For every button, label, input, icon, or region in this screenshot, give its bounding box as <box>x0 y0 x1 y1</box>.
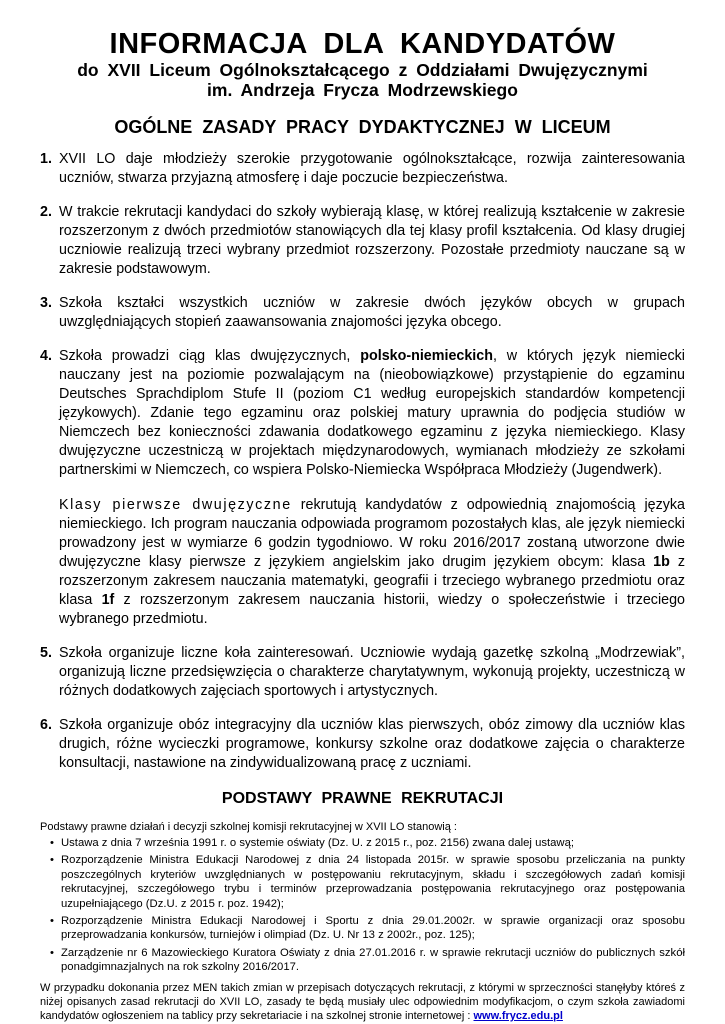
principle-number: 2. <box>40 204 52 220</box>
principle-item-6 <box>40 716 685 773</box>
school-name-line-1: do XVII Liceum Ogólnokształcącego z Oddziałami Dwujęzycznymi <box>77 60 648 80</box>
legal-item-text: Ustawa z dnia 7 września 1991 r. o systemie oświaty (Dz. U. z 2015 r., poz. 2156) zwana dalej ustawą; <box>61 837 574 849</box>
first-classes-paragraph <box>59 496 685 629</box>
text-run: z rozszerzonym zakresem nauczania historii, wiedzy o społeczeństwie i trzeciego wybranego przedmiotu. <box>59 592 685 627</box>
principle-item-1 <box>40 150 685 188</box>
bullet-icon: • <box>50 915 54 928</box>
legal-item-text: Rozporządzenie Ministra Edukacji Narodowej z dnia 24 listopada 2015r. w sprawie sposobu przeliczania na punkty poszczególnych kryteriów uwzględnianych w postępowaniu rekrutacyjnym, składu i szczegółowych zadań komisji rekrutacyjnej, szczegółowego trybu i terminów przeprowadzania postępowania rekrutacyjnego oraz postępowania uzupełniającego (Dz.U. z 2015 r. poz. 1942); <box>61 854 685 910</box>
principles-list <box>40 150 685 773</box>
legal-item-text: Zarządzenie nr 6 Mazowieckiego Kuratora Oświaty z dnia 27.01.2016 r. w sprawie rekrutacji uczniów do publicznych szkół ponadgimnazjalnych na rok szkolny 2016/2017. <box>61 946 685 974</box>
school-website-link[interactable]: www.frycz.edu.pl <box>473 1009 563 1022</box>
legal-basis-list <box>40 836 685 975</box>
legal-item-3 <box>50 914 685 943</box>
principle-number: 3. <box>40 295 52 311</box>
footer-note <box>40 981 685 1023</box>
principle-item-5 <box>40 644 685 701</box>
bullet-icon: • <box>50 837 54 849</box>
legal-item-2 <box>50 853 685 911</box>
text-run: rekrutują kandydatów z odpowiednią znajomością języka niemieckiego. Ich program nauczania odpowiada programom pozostałych klas, ale język niemiecki prowadzony jest w wymiarze 6 godzin tygodniowo. W roku 2016/2017 zostaną utworzone dwie dwujęzyczne klasy pierwsze z językiem angielskim jako drugim językiem obcym: klasa <box>59 497 685 570</box>
legal-basis-heading: PODSTAWY PRAWNE REKRUTACJI <box>221 790 504 807</box>
principle-number: 1. <box>40 151 52 167</box>
page-title: INFORMACJA DLA KANDYDATÓW <box>109 28 616 60</box>
footer-note-text: W przypadku dokonania przez MEN takich zmian w przepisach dotyczących rekrutacji, z którymi w sprzeczności stanęłyby któreś z niżej opisanych zasad rekrutacji do XVII LO, zasady te będą musiały ulec odpowiednim modyfikacjom, o czym szkoła zawiadomi kandydatów ogłoszeniem na tablicy przy sekretariacie i na szkolnej stronie internetowej : <box>40 981 685 1022</box>
text-run: Szkoła prowadzi ciąg klas dwujęzycznych, <box>59 348 361 364</box>
principle-item-3 <box>40 294 685 332</box>
principle-text: Szkoła kształci wszystkich uczniów w zakresie dwóch języków obcych w grupach uwzględniających stopień zaawansowania znajomości języka obcego. <box>59 295 685 330</box>
bilingual-classes-paragraph <box>59 347 685 480</box>
principle-text: W trakcie rekrutacji kandydaci do szkoły wybierają klasę, w której realizują kształcenie w zakresie rozszerzonym z dwóch przedmiotów stanowiących dla tej klasy profil kształcenia. Od klasy drugiej uczniowie realizują trzeci wybrany przedmiot rozszerzony. Pozostałe przedmioty nauczane są w zakresie podstawowym. <box>59 204 685 277</box>
principle-item-2 <box>40 203 685 279</box>
bold-term: polsko-niemieckich <box>360 348 493 364</box>
text-run: z rozszerzonym zakresem nauczania matematyki, geografii i trzeciego wybranego przedmiotu oraz klasa <box>59 554 685 608</box>
class-label-1b: 1b <box>653 554 670 570</box>
class-label-1f: 1f <box>101 592 115 608</box>
principle-text: XVII LO daje młodzieży szerokie przygotowanie ogólnokształcące, rozwija zainteresowania uczniów, stwarza przyjazną atmosferę i daje poczucie bezpieczeństwa. <box>59 151 685 186</box>
text-run: , w których język niemiecki nauczany jest na poziomie pozwalającym na (nieobowiązkowe) przystąpienie do egzaminu Deutsches Sprachdiplom Stufe II (poziom C1 według europejskich standardów kompetencji językowych). Zdanie tego egzaminu oraz polskiej matury uprawnia do podjęcia studiów w Niemczech bez konieczności zdawania dodatkowego egzaminu z języka niemieckiego. Klasy dwujęzyczne uczestniczą w projektach międzynarodowych, wymianach młodzieży ze szkołami partnerskimi w Niemczech, co wspiera Polsko-Niemiecka Współpraca Młodzieży (Jugendwerk). <box>59 348 685 478</box>
principle-number: 5. <box>40 645 52 661</box>
principle-text: Szkoła organizuje obóz integracyjny dla uczniów klas pierwszych, obóz zimowy dla uczniów klas drugich, różne wycieczki programowe, konkursy szkolne oraz dodatkowe zajęcia o charakterze konsultacji, nastawione na zindywidualizowaną pracę z uczniami. <box>59 717 685 771</box>
bullet-icon: • <box>50 854 54 867</box>
principle-number: 4. <box>40 348 52 364</box>
legal-item-4 <box>50 946 685 975</box>
bullet-icon: • <box>50 946 54 959</box>
legal-intro: Podstawy prawne działań i decyzji szkolnej komisji rekrutacyjnej w XVII LO stanowią : <box>40 821 457 833</box>
legal-item-1 <box>50 836 685 850</box>
school-name-line-2: im. Andrzeja Frycza Modrzewskiego <box>207 80 518 100</box>
principle-text: Szkoła organizuje liczne koła zainteresowań. Uczniowie wydają gazetkę szkolną „Modrzewiak”, organizują liczne przedsięwzięcia o charakterze charytatywnym, wykonują projekty, uczestniczą w różnych dodatkowych zajęciach sportowych i artystycznych. <box>59 645 685 699</box>
spaced-lead-text: Klasy pierwsze dwujęzyczne <box>59 497 292 513</box>
principle-number: 6. <box>40 717 52 733</box>
principle-item-4 <box>40 347 685 629</box>
legal-item-text: Rozporządzenie Ministra Edukacji Narodowej i Sportu z dnia 29.01.2002r. w sprawie organizacji oraz sposobu przeprowadzania konkursów, turniejów i olimpiad (Dz. U. Nr 13 z 2002r., poz. 125); <box>61 915 685 942</box>
principles-heading: OGÓLNE ZASADY PRACY DYDAKTYCZNEJ W LICEUM <box>114 117 611 137</box>
